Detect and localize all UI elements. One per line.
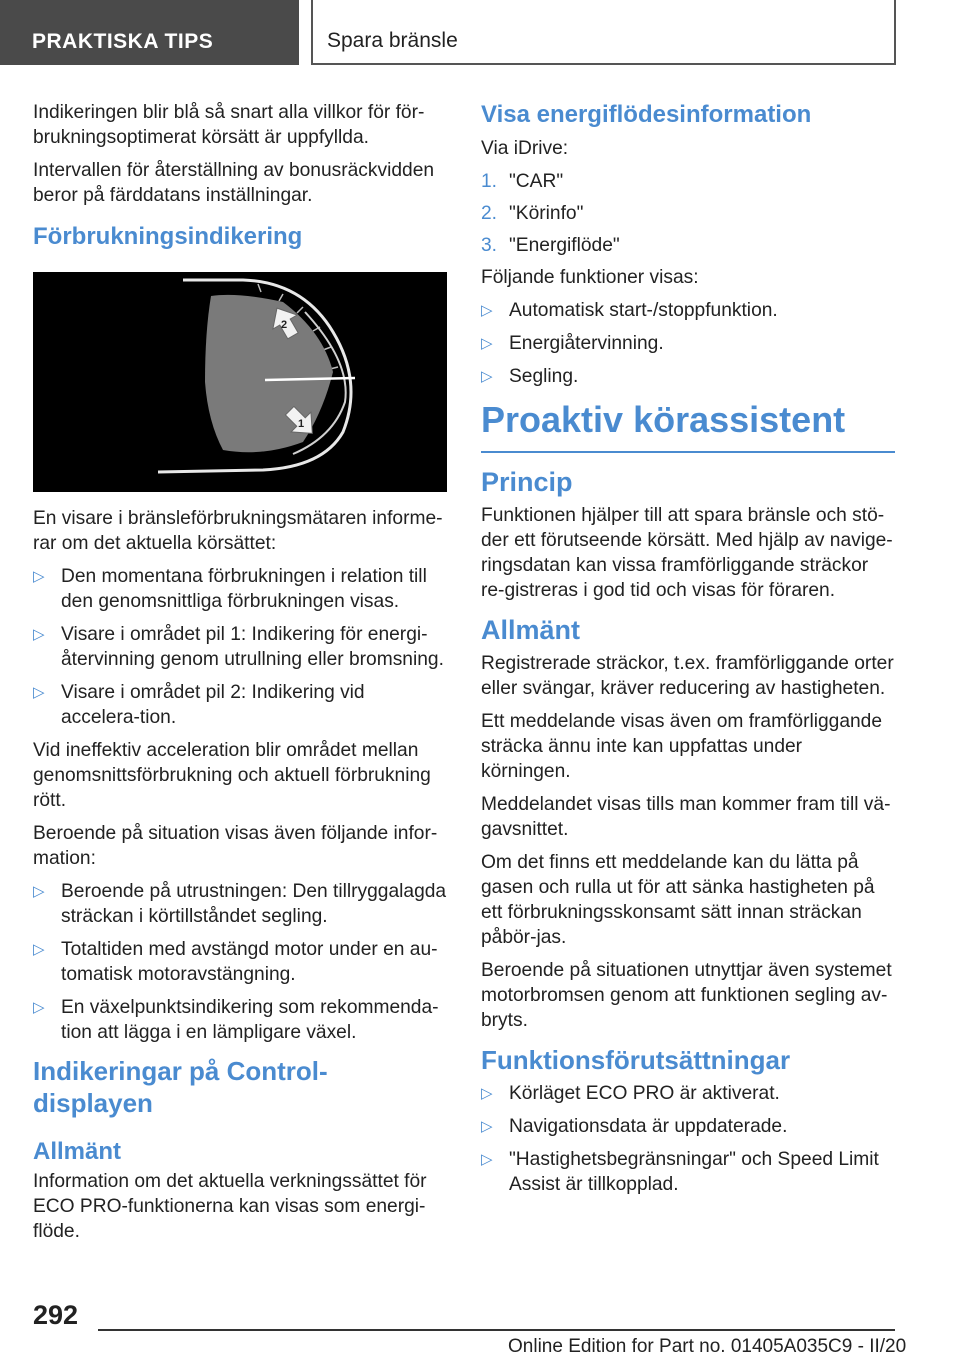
chapter-title: Spara bränsle — [311, 0, 896, 65]
step-item: 2. "Körinfo" — [481, 203, 584, 224]
footer-divider — [98, 1329, 895, 1331]
triangle-bullet-icon: ▷ — [481, 368, 493, 385]
list-item: ▷ Totaltiden med avstängd motor under en au-tomatisk motoravstängning. — [33, 939, 438, 985]
triangle-bullet-icon: ▷ — [33, 684, 45, 701]
paragraph: Ett meddelande visas även om framförliggande sträcka ännu inte kan uppfattas under körningen. — [481, 711, 883, 782]
triangle-bullet-icon: ▷ — [33, 941, 45, 958]
list-item: ▷ Navigationsdata är uppdaterade. — [481, 1116, 788, 1137]
right-column — [481, 100, 895, 1205]
heading-allmant: Allmänt — [33, 1138, 122, 1165]
step-item: 1. "CAR" — [481, 171, 564, 192]
list-item: ▷ Visare i området pil 1: Indikering för energi-återvinning genom utrullning eller bromsning. — [33, 624, 444, 670]
bullet-list — [481, 1081, 895, 1197]
page-number: 292 — [33, 1300, 79, 1330]
list-item: ▷ Den momentana förbrukningen i relation till den genomsnittliga förbrukningen visas. — [33, 566, 427, 612]
page-header — [0, 0, 960, 66]
list-item: ▷ Visare i området pil 2: Indikering vid accelera-tion. — [33, 682, 365, 728]
heading-visa-energiflode: Visa energiflödesinformation — [481, 101, 812, 128]
heading-proaktiv-korassistent: Proaktiv körassistent — [481, 399, 895, 453]
triangle-bullet-icon: ▷ — [481, 1118, 493, 1135]
edition-note: Online Edition for Part no. 01405A035C9 - II/20 — [508, 1336, 907, 1357]
paragraph: Följande funktioner visas: — [481, 267, 699, 288]
triangle-bullet-icon: ▷ — [33, 883, 45, 900]
paragraph: Om det finns ett meddelande kan du lätta på gasen och rulla ut för att sänka hastigheten på ett förbrukningsskonsamt sätt innan sträckan påbör-jas. — [481, 852, 875, 948]
paragraph: Vid ineffektiv acceleration blir området mellan genomsnittsförbrukning och aktuell förbrukning rött. — [33, 740, 431, 811]
triangle-bullet-icon: ▷ — [481, 1151, 493, 1168]
paragraph: Indikeringen blir blå så snart alla villkor för för-brukningsoptimerat körsätt är uppfyllda. — [33, 102, 425, 148]
triangle-bullet-icon: ▷ — [481, 335, 493, 352]
list-item: ▷ Körläget ECO PRO är aktiverat. — [481, 1083, 780, 1104]
list-item: ▷ "Hastighetsbegränsningar" och Speed Limit Assist är tillkopplad. — [481, 1149, 879, 1195]
triangle-bullet-icon: ▷ — [481, 1085, 493, 1102]
paragraph: Via iDrive: — [481, 138, 569, 159]
triangle-bullet-icon: ▷ — [33, 626, 45, 643]
bullet-list — [33, 879, 447, 1045]
list-item: ▷ Segling. — [481, 366, 579, 387]
list-item: ▷ En växelpunktsindikering som rekommenda-tion att lägga i en lämpligare växel. — [33, 997, 439, 1043]
heading-forbrukningsindikering: Förbrukningsindikering — [33, 223, 303, 250]
list-item: ▷ Automatisk start-/stoppfunktion. — [481, 300, 778, 321]
triangle-bullet-icon: ▷ — [481, 302, 493, 319]
gauge-illustration — [33, 272, 447, 492]
paragraph: Beroende på situationen utnyttjar även systemet motorbromsen genom att funktionen segling av-bryts. — [481, 960, 892, 1031]
bullet-list — [481, 298, 895, 389]
step-item: 3. "Energiflöde" — [481, 235, 620, 256]
paragraph: Meddelandet visas tills man kommer fram till vä-gavsnittet. — [481, 794, 891, 840]
triangle-bullet-icon: ▷ — [33, 999, 45, 1016]
heading-control-display: Indikeringar på Control-displayen — [33, 1056, 328, 1118]
heading-allmant: Allmänt — [481, 615, 581, 645]
arrow-1-label: 1 — [298, 418, 305, 430]
step-list — [481, 169, 895, 258]
paragraph: Beroende på situation visas även följande infor-mation: — [33, 823, 438, 869]
paragraph: En visare i bränsleförbrukningsmätaren informe-rar om det aktuella körsättet: — [33, 508, 443, 554]
list-item: ▷ Energiåtervinning. — [481, 333, 664, 354]
list-item: ▷ Beroende på utrustningen: Den tillryggalagda sträckan i körtillståndet segling. — [33, 881, 447, 927]
arrow-2-label: 2 — [281, 319, 288, 331]
section-tab: PRAKTISKA TIPS — [0, 0, 299, 65]
triangle-bullet-icon: ▷ — [33, 568, 45, 585]
paragraph: Information om det aktuella verkningssättet för ECO PRO-funktionerna kan visas som energi-flöde. — [33, 1171, 427, 1242]
paragraph: Intervallen för återställning av bonusräckvidden beror på färddatans inställningar. — [33, 160, 435, 206]
consumption-gauge-figure — [33, 272, 447, 492]
heading-funktionsforutsattningar: Funktionsförutsättningar — [481, 1045, 791, 1075]
heading-princip: Princip — [481, 467, 573, 497]
paragraph: Funktionen hjälper till att spara bränsle och stö-der ett förutseende körsätt. Med hjälp av navige-ringsdatan kan vissa framförliggande sträckor re-gistreras i god tid och visas för föraren. — [481, 505, 893, 601]
left-column — [33, 100, 447, 1252]
paragraph: Registrerade sträckor, t.ex. framförliggande orter eller svängar, kräver reducering av hastigheten. — [481, 653, 894, 699]
bullet-list — [33, 564, 447, 730]
